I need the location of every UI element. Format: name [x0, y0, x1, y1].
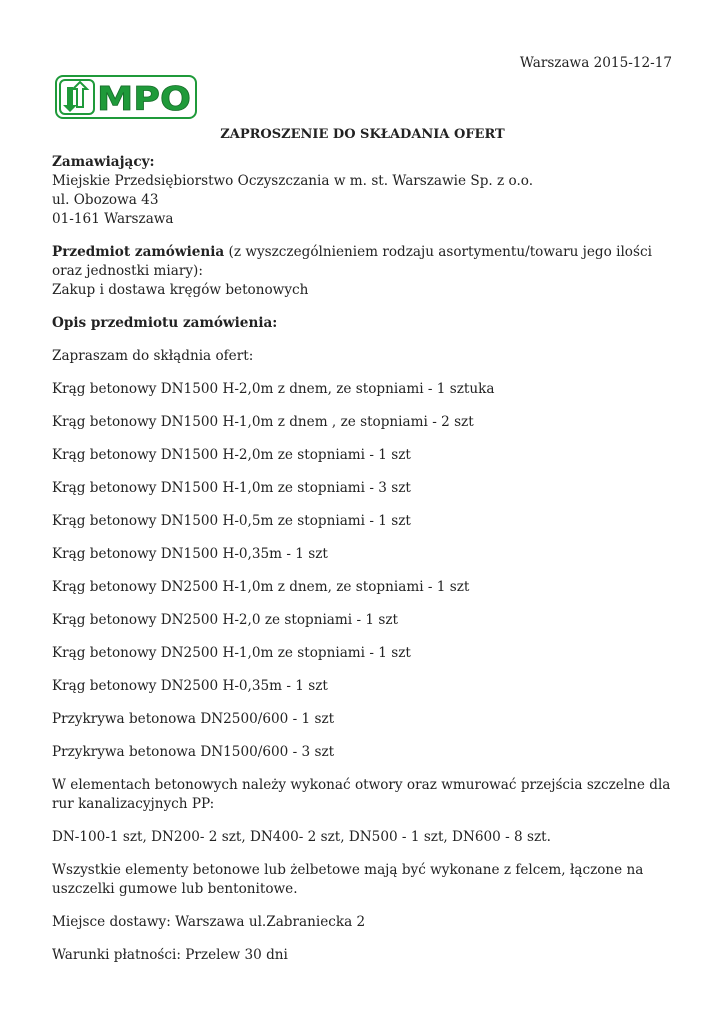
- document-title: ZAPROSZENIE DO SKŁADANIA OFERT: [220, 127, 505, 142]
- list-item: Krąg betonowy DN2500 H-1,0m ze stopniami - 1 szt: [52, 645, 411, 661]
- mpo-logo: [55, 75, 197, 119]
- document-body: [52, 153, 672, 979]
- finish-requirement: Wszystkie elementy betonowe lub żelbetowe mają być wykonane z felcem, łączone na uszczelki gumowe lub bentonitowe.: [52, 862, 644, 897]
- subject-heading: [52, 243, 672, 281]
- list-item: Krąg betonowy DN1500 H-0,5m ze stopniami - 1 szt: [52, 513, 411, 529]
- ordering-party-city: 01-161 Warszawa: [52, 211, 174, 227]
- list-item: Przykrywa betonowa DN1500/600 - 3 szt: [52, 744, 335, 760]
- subject-value: Zakup i dostawa kręgów betonowych: [52, 282, 309, 298]
- ordering-party-street: ul. Obozowa 43: [52, 192, 159, 208]
- list-item: Krąg betonowy DN1500 H-1,0m ze stopniami - 3 szt: [52, 480, 411, 496]
- document-date: Warszawa 2015-12-17: [519, 55, 672, 71]
- list-item: Krąg betonowy DN1500 H-2,0m ze stopniami - 1 szt: [52, 447, 411, 463]
- subject-label: Przedmiot zamówienia: [52, 244, 225, 260]
- payment-terms: Warunki płatności: Przelew 30 dni: [52, 947, 288, 963]
- ordering-party-name: Miejskie Przedsiębiorstwo Oczyszczania w m. st. Warszawie Sp. z o.o.: [52, 173, 534, 189]
- list-item: Krąg betonowy DN1500 H-2,0m z dnem, ze stopniami - 1 sztuka: [52, 381, 495, 397]
- openings-list: DN-100-1 szt, DN200- 2 szt, DN400- 2 szt, DN500 - 1 szt, DN600 - 8 szt.: [52, 829, 551, 845]
- item-list: [52, 380, 672, 762]
- list-item: Krąg betonowy DN1500 H-1,0m z dnem , ze stopniami - 2 szt: [52, 414, 474, 430]
- svg-text:MPO: MPO: [97, 79, 191, 118]
- list-item: Przykrywa betonowa DN2500/600 - 1 szt: [52, 711, 335, 727]
- list-item: Krąg betonowy DN2500 H-0,35m - 1 szt: [52, 678, 328, 694]
- ordering-party-label: Zamawiający:: [52, 154, 155, 170]
- subject-note: (z wyszczególnieniem rodzaju asortymentu/towaru jego ilości oraz jednostki miary):: [52, 244, 652, 279]
- openings-requirement: W elementach betonowych należy wykonać otwory oraz wmurować przejścia szczelne dla rur kanalizacyjnych PP:: [52, 777, 671, 812]
- subject-section: [52, 243, 672, 300]
- ordering-party-section: [52, 153, 672, 229]
- list-item: Krąg betonowy DN2500 H-1,0m z dnem, ze stopniami - 1 szt: [52, 579, 470, 595]
- delivery-place: Miejsce dostawy: Warszawa ul.Zabraniecka 2: [52, 914, 366, 930]
- list-item: Krąg betonowy DN2500 H-2,0 ze stopniami - 1 szt: [52, 612, 398, 628]
- description-section: [52, 314, 672, 333]
- description-label: Opis przedmiotu zamówienia:: [52, 315, 278, 331]
- description-intro: Zapraszam do skłądnia ofert:: [52, 348, 254, 364]
- list-item: Krąg betonowy DN1500 H-0,35m - 1 szt: [52, 546, 328, 562]
